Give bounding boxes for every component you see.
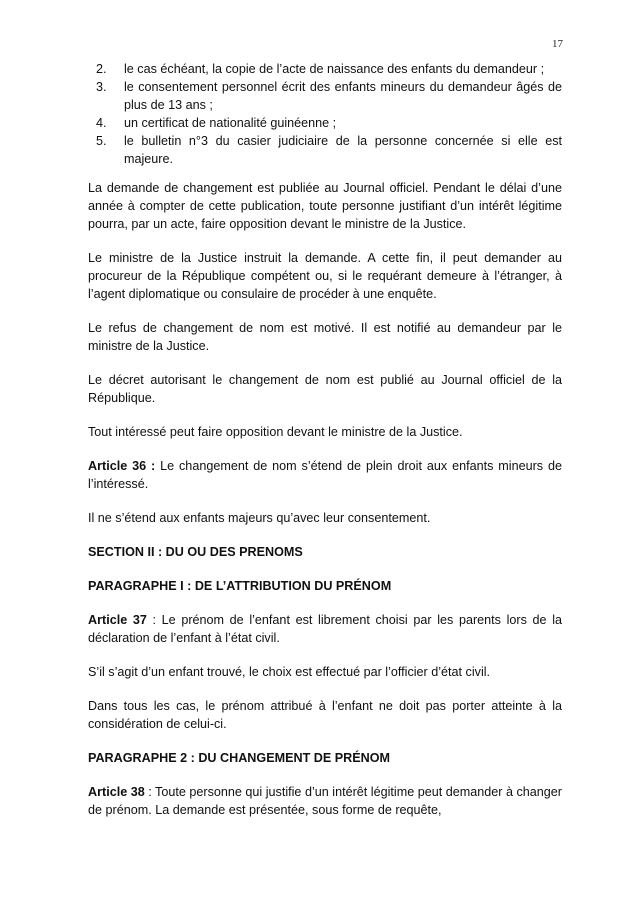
list-item-number: 2. bbox=[96, 62, 107, 76]
list-item bbox=[88, 114, 562, 132]
article-37-text: : Le prénom de l’enfant est librement choisi par les parents lors de la déclaration de l’enfant à l’état civil. bbox=[88, 613, 563, 645]
paragraph-instruction: Le ministre de la Justice instruit la demande. A cette fin, il peut demander au procureur de la République compétent ou, si le requérant demeure à l’étranger, à l’agent diplomatique ou consulaire de procéder à une enquête. bbox=[88, 251, 562, 301]
list-item bbox=[88, 132, 562, 168]
paragraph-heading-2: PARAGRAPHE 2 : DU CHANGEMENT DE PRÉNOM bbox=[88, 751, 391, 765]
article-37-label: Article 37 bbox=[88, 613, 147, 627]
article-36-text: Le changement de nom s’étend de plein droit aux enfants mineurs de l’intéressé. bbox=[88, 459, 562, 491]
page-content bbox=[88, 60, 562, 835]
page-number: 17 bbox=[552, 38, 563, 50]
paragraph-consideration: Dans tous les cas, le prénom attribué à l’enfant ne doit pas porter atteinte à la considération de celui-ci. bbox=[88, 699, 562, 731]
list-item bbox=[88, 78, 562, 114]
list-item-number: 4. bbox=[96, 116, 107, 130]
list-item-text: le bulletin n°3 du casier judiciaire de la personne concernée si elle est majeure. bbox=[124, 134, 562, 166]
list-item-text: le cas échéant, la copie de l’acte de naissance des enfants du demandeur ; bbox=[124, 62, 545, 76]
paragraph-decree: Le décret autorisant le changement de nom est publié au Journal officiel de la République. bbox=[88, 373, 562, 405]
section-heading: SECTION II : DU OU DES PRENOMS bbox=[88, 545, 303, 559]
list-item-number: 3. bbox=[96, 80, 107, 94]
paragraph-refusal: Le refus de changement de nom est motivé. Il est notifié au demandeur par le ministre de la Justice. bbox=[88, 321, 562, 353]
paragraph-heading-1: PARAGRAPHE I : DE L’ATTRIBUTION DU PRÉNOM bbox=[88, 579, 392, 593]
article-38-label: Article 38 bbox=[88, 785, 145, 799]
article-37 bbox=[88, 611, 562, 647]
paragraph-found-child: S’il s’agit d’un enfant trouvé, le choix est effectué par l’officier d’état civil. bbox=[88, 665, 491, 679]
article-38-text: : Toute personne qui justifie d’un intérêt légitime peut demander à changer de prénom. La demande est présentée, sous forme de requête, bbox=[88, 785, 563, 817]
requirements-list bbox=[88, 60, 562, 168]
paragraph-adult-children: Il ne s’étend aux enfants majeurs qu’avec leur consentement. bbox=[88, 511, 431, 525]
article-36 bbox=[88, 457, 562, 493]
article-36-label: Article 36 : bbox=[88, 459, 156, 473]
paragraph-publication: La demande de changement est publiée au Journal officiel. Pendant le délai d’une année à compter de cette publication, toute personne justifiant d’un intérêt légitime pourra, par un acte, faire opposition devant le ministre de la Justice. bbox=[88, 181, 562, 231]
paragraph-opposition: Tout intéressé peut faire opposition devant le ministre de la Justice. bbox=[88, 425, 463, 439]
list-item-number: 5. bbox=[96, 134, 107, 148]
article-38 bbox=[88, 783, 562, 819]
list-item bbox=[88, 60, 562, 78]
list-item-text: un certificat de nationalité guinéenne ; bbox=[124, 116, 337, 130]
list-item-text: le consentement personnel écrit des enfants mineurs du demandeur âgés de plus de 13 ans ; bbox=[124, 80, 562, 112]
